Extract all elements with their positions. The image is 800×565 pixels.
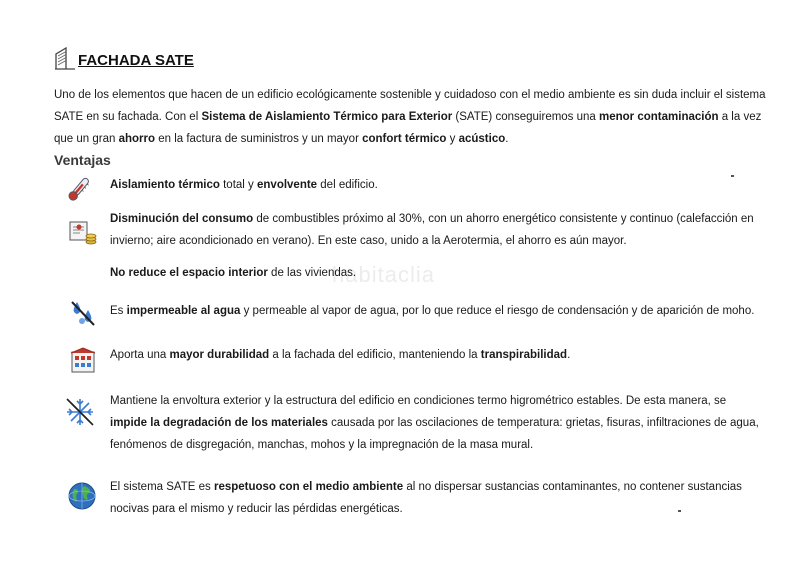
section-heading: Ventajas <box>54 152 111 168</box>
thermometer-icon <box>64 174 94 204</box>
intro-bold: menor contaminación <box>599 111 719 123</box>
item-text: de combustibles próximo al 30%, con un ahorro energético consistente y continuo (calefacción en invierno; aire acondicionado en verano). En este caso, unido a la Aerotermia, el ahorro es aún mayor. <box>110 213 754 247</box>
item-text: del edificio. <box>317 179 378 191</box>
intro-bold: confort térmico <box>362 133 447 145</box>
item-bold: envolvente <box>257 179 318 191</box>
intro-text: y <box>446 133 459 145</box>
scan-speck <box>678 510 681 512</box>
item-bold: respetuoso con el medio ambiente <box>213 481 404 493</box>
page-title: FACHADA SATE <box>78 52 194 69</box>
list-item <box>110 390 760 456</box>
item-text: Es <box>110 305 127 317</box>
intro-text: (SATE) conseguiremos una <box>452 111 600 123</box>
item-bold: transpirabilidad <box>480 349 568 361</box>
item-text: . <box>567 349 571 361</box>
intro-bold: acústico <box>458 133 506 145</box>
item-bold: impermeable al agua <box>126 305 241 317</box>
intro-text: en la factura de suministros y un mayor <box>155 133 363 145</box>
list-item <box>110 300 760 322</box>
item-text: causada por las oscilaciones de temperatura: grietas, fisuras, infiltraciones de agua, fenómenos de disgregación, manchas, mohos y la impregnación de la masa mural. <box>110 417 759 451</box>
intro-text: . <box>505 133 509 145</box>
intro-bold: ahorro <box>118 133 156 145</box>
item-bold: Disminución del consumo <box>110 213 254 225</box>
watermark: habitaclia <box>332 262 435 287</box>
list-item <box>110 262 760 284</box>
intro-paragraph <box>54 84 766 150</box>
item-text: de las viviendas. <box>267 267 357 279</box>
building-icon <box>68 346 98 376</box>
intro-text: Uno de los elementos que hacen de un edificio ecológicamente sostenible y cuidadoso con el medio ambiente es sin duda incluir el sistema SATE en su fachada. Con el <box>54 89 766 123</box>
item-text: El sistema SATE es <box>110 481 214 493</box>
scan-speck <box>731 175 734 177</box>
frost-icon <box>64 396 94 426</box>
intro-bold: Sistema de Aislamiento Térmico para Exterior <box>201 111 453 123</box>
item-text: total y <box>219 179 257 191</box>
item-text: al no dispersar sustancias contaminantes, no contener sustancias nocivas para el mismo y reducir las pérdidas energéticas. <box>110 481 742 515</box>
item-bold: impide la degradación de los materiales <box>110 417 328 429</box>
list-item <box>110 174 760 196</box>
globe-icon <box>66 480 96 510</box>
item-bold: mayor durabilidad <box>169 349 270 361</box>
item-text: Aporta una <box>110 349 170 361</box>
waterproof-icon <box>68 298 98 328</box>
savings-icon <box>68 218 98 248</box>
title-block <box>54 46 224 72</box>
item-text: a la fachada del edificio, manteniendo la <box>269 349 481 361</box>
intro-text: a la vez que un gran <box>54 111 762 145</box>
list-item <box>110 344 760 366</box>
item-bold: No reduce el espacio interior <box>110 267 268 279</box>
list-item <box>110 476 760 520</box>
list-item <box>110 208 760 252</box>
item-text: Mantiene la envoltura exterior y la estructura del edificio en condiciones termo higrométrico estables. De esta manera, se <box>110 395 727 407</box>
item-bold: Aislamiento térmico <box>110 179 220 191</box>
item-text: y permeable al vapor de agua, por lo que reduce el riesgo de condensación y de aparición de moho. <box>240 305 755 317</box>
building-outline-icon <box>54 46 76 70</box>
